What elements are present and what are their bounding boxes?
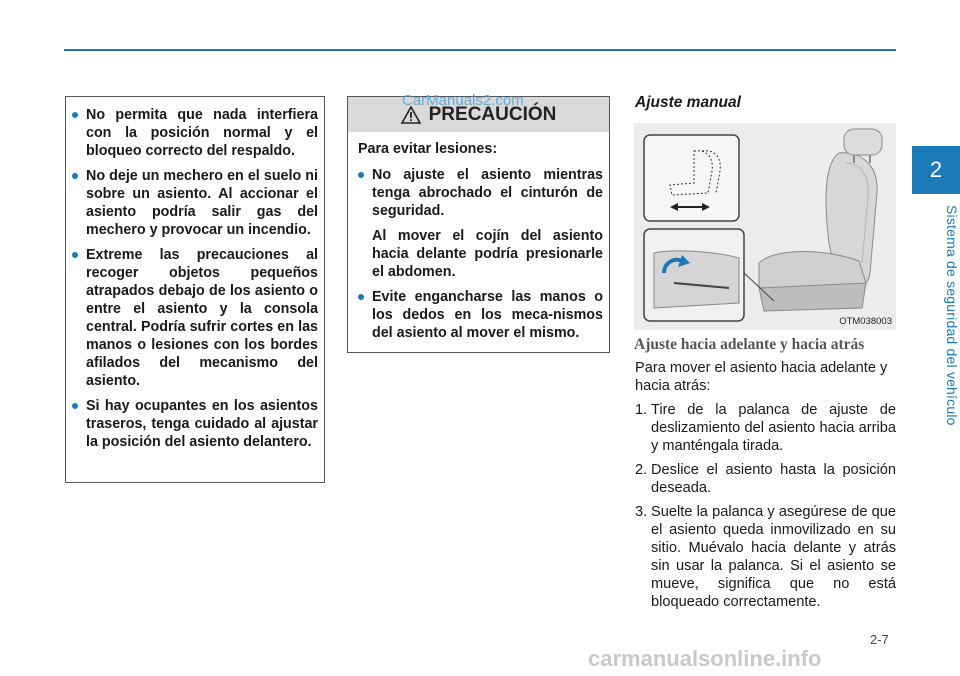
list-item: 3. Suelte la palanca y asegúrese de que el asiento queda inmovilizado en su sitio. Muévalo hacia delante y atrás sin usar la palanca. Si el asiento se mueve, significa que no está bloqueado correctamente. <box>635 504 896 610</box>
bullet-icon <box>72 403 78 409</box>
bullet-icon <box>72 112 78 118</box>
chapter-number-tab[interactable]: 2 <box>912 146 960 194</box>
seat-drawing <box>634 123 896 330</box>
caution-title: PRECAUCIÓN <box>428 103 557 125</box>
list-item: 2. Deslice el asiento hasta la posición deseada. <box>635 462 896 496</box>
warning-list <box>72 106 318 451</box>
chapter-title: Sistema de seguridad del vehículo <box>944 204 960 426</box>
warning-box <box>65 96 325 483</box>
list-item: 1. Tire de la palanca de ajuste de deslizamiento del asiento hacia arriba y manténgala tirada. <box>635 402 896 454</box>
section-title: Ajuste manual <box>635 94 741 111</box>
page-number: 2-7 <box>870 632 889 647</box>
list-item: No deje un mechero en el suelo ni sobre un asiento. Al accionar el asiento podría salir gas del mechero y provocar un incendio. <box>72 167 318 239</box>
subheading: Ajuste hacia adelante y hacia atrás <box>634 336 865 353</box>
watermark-link[interactable]: CarManuals2.com <box>402 92 524 109</box>
caution-lead: Para evitar lesiones: <box>358 141 498 157</box>
caution-item-continuation: Al mover el cojín del asiento hacia delante podría presionarle el abdomen. <box>372 228 603 280</box>
instructions <box>635 359 896 617</box>
list-item: Extreme las precauciones al recoger objetos pequeños atrapados debajo de los asiento o entre el asiento y la consola central. Podría sufrir cortes en las manos o lesiones con los bordes afilados del mecanismo del asiento. <box>72 246 318 390</box>
caution-box <box>347 96 610 353</box>
header-rule <box>64 49 896 51</box>
bullet-icon <box>72 173 78 179</box>
bullet-icon <box>358 172 364 178</box>
list-item: No ajuste el asiento mientras tenga abrochado el cinturón de seguridad. <box>358 166 603 220</box>
seat-illustration <box>634 123 896 330</box>
caution-list <box>358 166 603 220</box>
steps-list <box>635 401 896 611</box>
list-item: No permita que nada interfiera con la posición normal y el bloqueo correcto del respaldo. <box>72 106 318 160</box>
bullet-icon <box>358 294 364 300</box>
intro-text: Para mover el asiento hacia adelante y hacia atrás: <box>635 360 888 394</box>
figure-code: OTM038003 <box>839 316 892 327</box>
list-item: Evite engancharse las manos o los dedos en los meca-nismos del asiento al mover el mismo. <box>358 288 603 342</box>
caution-list-2 <box>358 288 603 342</box>
watermark-site-link[interactable]: carmanualsonline.info <box>588 646 822 671</box>
caution-body <box>348 132 609 342</box>
bullet-icon <box>72 252 78 258</box>
list-item: Si hay ocupantes en los asientos traseros, tenga cuidado al ajustar la posición del asiento delantero. <box>72 397 318 451</box>
